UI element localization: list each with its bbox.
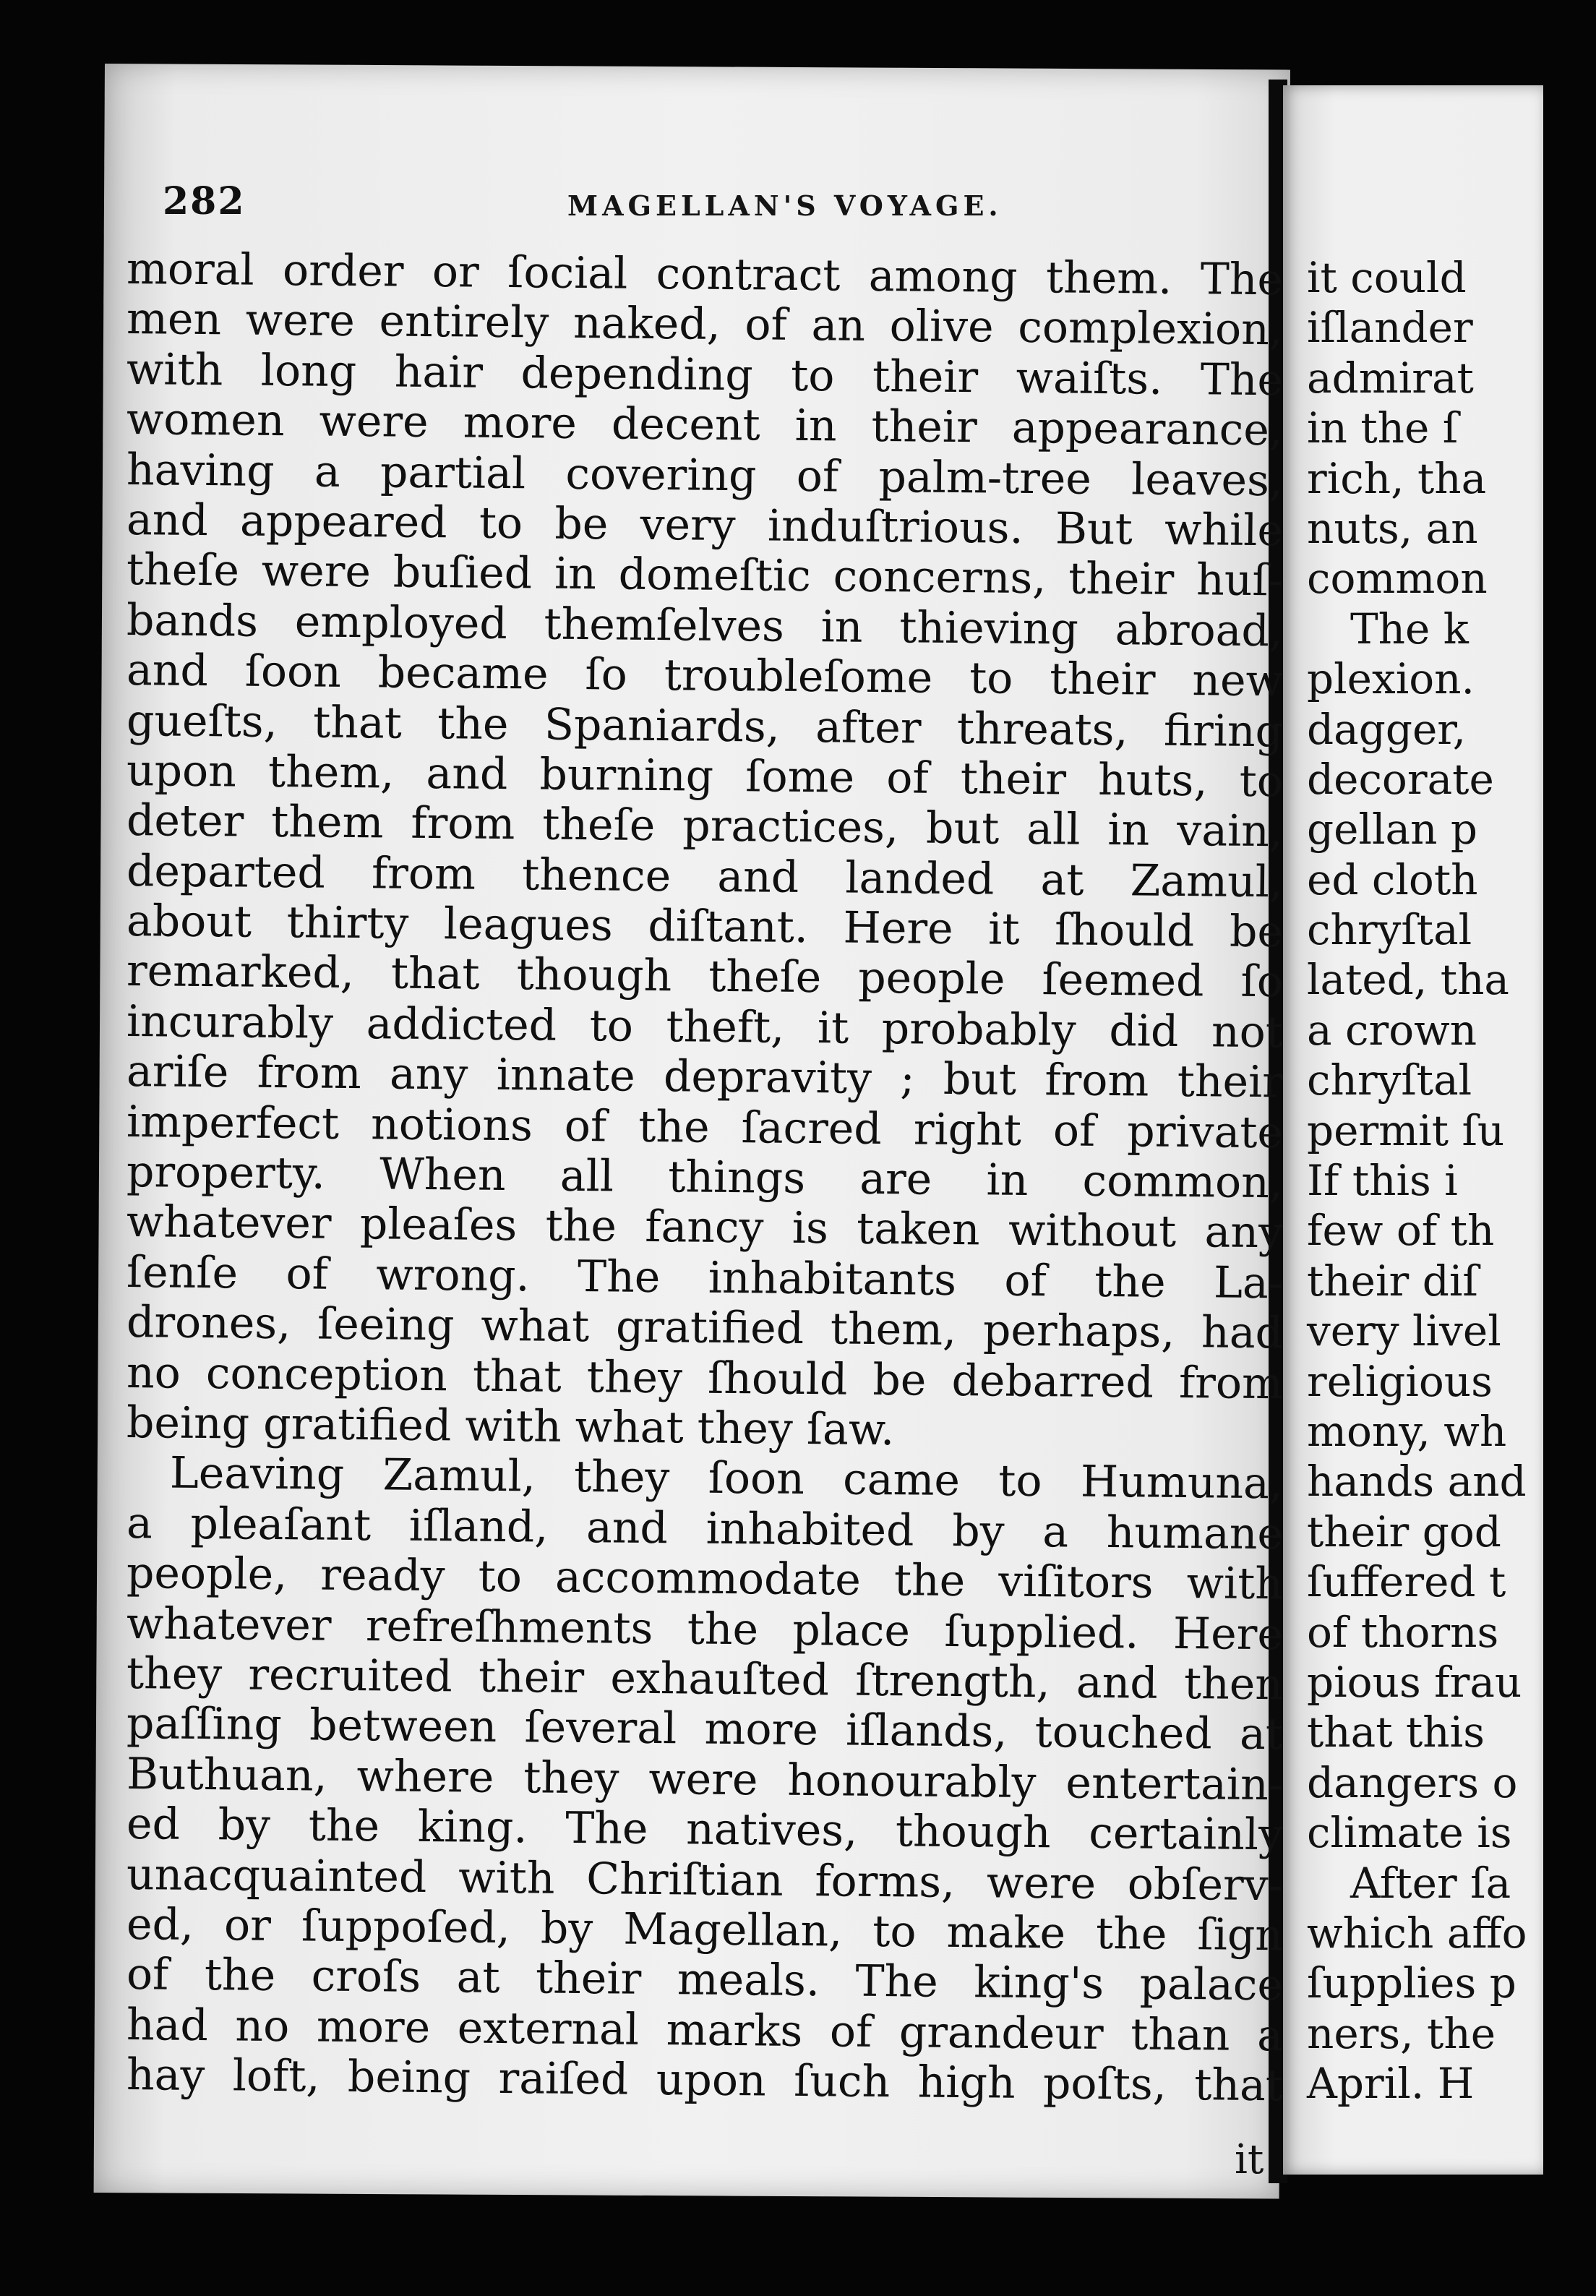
text-line: with long hair depending to their waiſts. The [126, 343, 1284, 406]
right-text-line: ners, the [1307, 2008, 1496, 2058]
right-text-line: lated, tha [1307, 955, 1510, 1005]
right-text-line: few of th [1307, 1206, 1495, 1256]
text-line: imperfect notions of the ſacred right of private [126, 1096, 1284, 1158]
right-text-line: ſuffered t [1307, 1557, 1506, 1607]
text-line: a pleaſant iſland, and inhabited by a humane [126, 1497, 1284, 1560]
right-text-line: The k [1350, 604, 1469, 654]
text-line: of the croſs at their meals. The king's palace [126, 1949, 1284, 2011]
right-text-line: climate is [1307, 1808, 1512, 1858]
right-text-line: ſupplies p [1307, 1958, 1516, 2008]
right-text-line: pious frau [1307, 1657, 1522, 1707]
right-text-line: ed cloth [1307, 854, 1478, 904]
right-text-line: chryſtal [1307, 1055, 1472, 1105]
text-line: upon them, and burning ſome of their huts, to [126, 745, 1284, 808]
text-line: gueſts, that the Spaniards, after threats, firing [126, 695, 1284, 757]
right-text-line: nuts, an [1307, 503, 1478, 553]
right-text-line: very livel [1307, 1306, 1501, 1356]
right-text-line: dagger, [1307, 704, 1467, 754]
text-line: paſſing between ſeveral more iſlands, touched at [126, 1698, 1284, 1760]
text-line: ariſe from any innate depravity ; but from their [126, 1046, 1284, 1108]
right-text-line: their god [1307, 1507, 1501, 1556]
right-text-line: of thorns [1307, 1607, 1499, 1657]
right-text-line: If this i [1307, 1156, 1458, 1206]
right-text-line: rich, tha [1307, 453, 1487, 503]
text-line: about thirty leagues diſtant. Here it ſhould be [126, 896, 1284, 958]
text-line: departed from thence and landed at Zamul, [126, 845, 1284, 908]
right-text-line: common [1307, 554, 1488, 604]
text-line: moral order or ſocial contract among them. The [126, 244, 1284, 306]
right-text-line: gellan p [1307, 805, 1478, 854]
right-text-line: iſlander [1307, 303, 1473, 353]
text-line: whatever pleaſes the fancy is taken without any [126, 1196, 1284, 1259]
right-text-line: it could [1307, 253, 1467, 302]
text-line: whatever refreſhments the place ſupplied. Here [126, 1598, 1284, 1660]
text-line: people, ready to accommodate the viſitors with [126, 1548, 1284, 1610]
right-text-line: April. H [1307, 2059, 1475, 2109]
right-text-line: plexion. [1307, 654, 1475, 704]
text-line: remarked, that though theſe people ſeemed ſo [126, 946, 1284, 1008]
text-line: no conception that they ſhould be debarred from [126, 1347, 1284, 1409]
right-text-line: a crown [1307, 1005, 1477, 1055]
main-text-block [126, 244, 1284, 2112]
right-text-line: which affo [1307, 1908, 1527, 1958]
right-text-line: mony, wh [1307, 1406, 1507, 1456]
text-line: being gratified with what they ſaw. [126, 1397, 895, 1456]
text-line: having a partial covering of palm-tree leaves, [126, 444, 1284, 506]
text-line: theſe were buſied in domeſtic concerns, their huſ- [126, 544, 1284, 607]
text-line: men were entirely naked, of an olive complexion, [126, 294, 1284, 356]
text-line: women were more decent in their appearance, [126, 394, 1284, 456]
page-header [163, 179, 1276, 237]
text-line: ſenſe of wrong. The inhabitants of the La- [126, 1246, 1284, 1309]
right-text-line: After ſa [1350, 1858, 1511, 1908]
right-text-line: in the ſ [1307, 403, 1459, 453]
right-text-line: admirat [1307, 353, 1474, 403]
right-text-line: dangers o [1307, 1757, 1518, 1807]
text-line: and ſoon became ſo troubleſome to their new [126, 645, 1284, 707]
right-text-line: religious [1307, 1356, 1493, 1406]
text-line: ed by the king. The natives, though certainly [126, 1799, 1284, 1861]
text-line: they recruited their exhauſted ſtrength, and then [126, 1648, 1284, 1710]
text-line: ed, or ſuppoſed, by Magellan, to make the ſign [126, 1898, 1284, 1961]
page-number: 282 [163, 179, 246, 223]
right-text-line: chryſtal [1307, 905, 1472, 955]
right-text-line: decorate [1307, 754, 1494, 804]
right-page-text [1307, 253, 1596, 2109]
right-text-line: hands and [1307, 1457, 1527, 1507]
text-line: deter them from theſe practices, but all in vain, [126, 795, 1284, 857]
text-line: hay loft, being raiſed upon ſuch high poſts, that [126, 2049, 1284, 2112]
catchword: it [1235, 2136, 1264, 2183]
text-line: and appeared to be very induſtrious. But while [126, 494, 1284, 557]
text-line: drones, ſeeing what gratified them, perhaps, had [126, 1297, 1284, 1359]
right-text-line: their diſ [1307, 1256, 1478, 1306]
text-line: incurably addicted to theft, it probably did not [126, 995, 1284, 1058]
running-head: MAGELLAN'S VOYAGE. [567, 189, 1003, 222]
text-line: unacquainted with Chriſtian forms, were obſerv- [126, 1849, 1284, 1911]
text-line: Buthuan, where they were honourably entertain- [126, 1748, 1284, 1811]
text-line: property. When all things are in common, [126, 1147, 1284, 1209]
right-text-line: permit ſu [1307, 1105, 1505, 1155]
text-line: Leaving Zamul, they ſoon came to Humuna, [169, 1447, 1284, 1509]
text-line: had no more external marks of grandeur than a [126, 1999, 1284, 2062]
right-text-line: that this [1307, 1708, 1485, 1757]
text-line: bands employed themſelves in thieving abroad, [126, 594, 1284, 657]
